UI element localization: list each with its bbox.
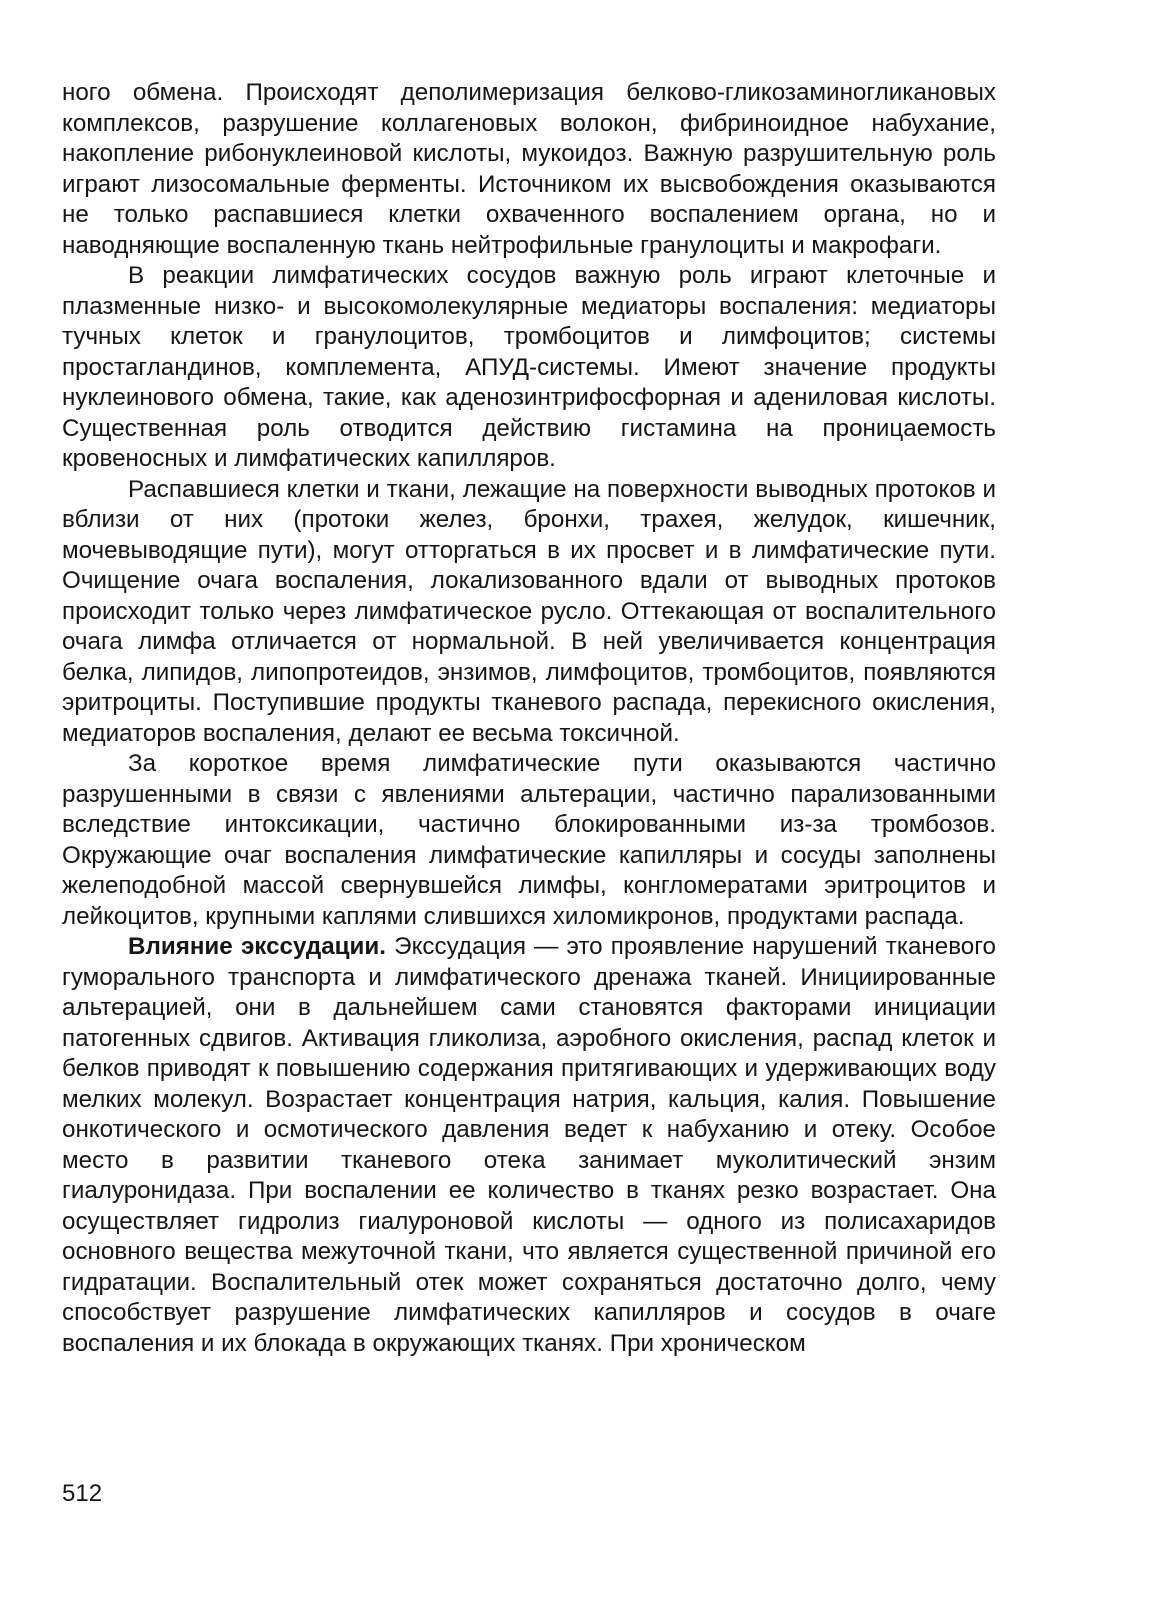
section-run-in-heading: Влияние экссудации.	[128, 933, 386, 960]
paragraph-lymph-vessels: В реакции лимфатических сосудов важную роль играют клеточные и плазменные низко- и высокомолекулярные медиаторы воспаления: медиаторы тучных клеток и гранулоцитов, тромбоцитов и лимфоцитов; системы простагландинов, комплемента, АПУД-системы. Имеют значение продукты нуклеинового обмена, такие, как аденозинтрифосфорная и адениловая кислоты. Существенная роль отводится действию гистамина на проницаемость кровеносных и лимфатических капилляров.	[62, 262, 996, 472]
paragraph-cell-decay: Распавшиеся клетки и ткани, лежащие на поверхности выводных протоков и вблизи от них (протоки желез, бронхи, трахея, желудок, кишечник, мочевыводящие пути), могут отторгаться в их просвет и в лимфатические пути. Очищение очага воспаления, локализованного вдали от выводных протоков происходит только через лимфатическое русло. Оттекающая от воспалительного очага лимфа отличается от нормальной. В ней увеличивается концентрация белка, липидов, липопротеидов, энзимов, лимфоцитов, тромбоцитов, появляются эритроциты. Поступившие продукты тканевого распада, перекисного окисления, медиаторов воспаления, делают ее весьма токсичной.	[62, 475, 996, 747]
paragraph-lymph-paths: За короткое время лимфатические пути оказываются частично разрушенными в связи с явлениями альтерации, частично парализованными вследствие интоксикации, частично блокированными из-за тромбозов. Окружающие очаг воспаления лимфатические капилляры и сосуды заполнены желеподобной массой свернувшейся лимфы, конгломератами эритроцитов и лейкоцитов, крупными каплями слившихся хиломикронов, продуктами распада.	[62, 750, 996, 930]
page-number: 512	[62, 1480, 103, 1507]
paragraph-exudation-text: Экссудация — это проявление нарушений тканевого гуморального транспорта и лимфатического дренажа тканей. Инициированные альтерацией, они в дальнейшем сами становятся факторами инициации патогенных сдвигов. Активация гликолиза, аэробного окисления, распад клеток и белков приводят к повышению содержания притягивающих и удерживающих воду мелких молекул. Возрастает концентрация натрия, кальция, калия. Повышение онкотического и осмотического давления ведет к набуханию и отеку. Особое место в развитии тканевого отека занимает муколитический энзим гиалуронидаза. При воспалении ее количество в тканях резко возрастает. Она осуществляет гидролиз гиалуроновой кислоты — одного из полисахаридов основного вещества межуточной ткани, что является существенной причиной его гидратации. Воспалительный отек может сохраняться достаточно долго, чему способствует разрушение лимфатических капилляров и сосудов в очаге воспаления и их блокада в окружающих тканях. При хроническом	[62, 933, 996, 1357]
paragraph-exudation	[62, 932, 996, 1359]
page-body	[62, 78, 996, 1359]
paragraph-continuation: ного обмена. Происходят деполимеризация белково-гликозаминогликановых комплексов, разрушение коллагеновых волокон, фибриноидное набухание, накопление рибонуклеиновой кислоты, мукоидоз. Важную разрушительную роль играют лизосомальные ферменты. Источником их высвобождения оказываются не только распавшиеся клетки охваченного воспалением органа, но и наводняющие воспаленную ткань нейтрофильные гранулоциты и макрофаги.	[62, 79, 996, 259]
